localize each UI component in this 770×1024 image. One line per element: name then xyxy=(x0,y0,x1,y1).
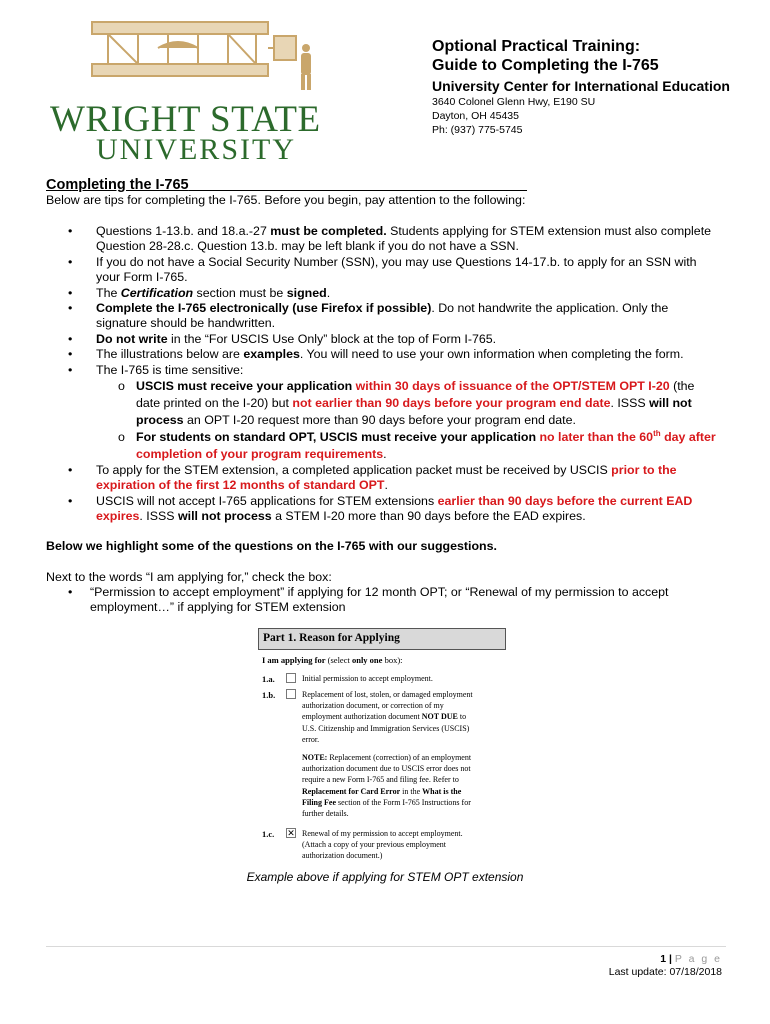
subtip-red-text: not earlier than 90 days before your program end date xyxy=(292,396,611,411)
highlight-heading: Below we highlight some of the questions on the I-765 with our suggestions. xyxy=(46,539,497,553)
tip-time-sensitive xyxy=(68,363,718,463)
note-line: require a new Form I-765 and filing fee. Refer to xyxy=(302,775,459,785)
note-line: further details. xyxy=(302,809,349,819)
option-1c-number: 1.c. xyxy=(262,829,275,839)
form-instruction xyxy=(262,655,403,665)
tips-list xyxy=(68,224,718,525)
option-1b-text: employment authorization document xyxy=(302,712,422,722)
section-title-text: Completing the I-765 xyxy=(46,177,189,193)
tip-emphasis: signed xyxy=(286,285,327,300)
subtip-text: . ISSS xyxy=(610,396,650,411)
tip-do-not-write xyxy=(68,332,718,347)
option-1b-bold: NOT DUE xyxy=(421,712,458,722)
tip-ssn xyxy=(68,255,718,286)
logo-wordmark-line2: UNIVERSITY xyxy=(96,133,296,166)
note-bold: Filing Fee xyxy=(302,797,336,807)
option-1b-line: Replacement of lost, stolen, or damaged employment xyxy=(302,690,473,699)
page-number xyxy=(660,953,722,965)
tip-emphasis: will not process xyxy=(177,509,272,524)
section-title xyxy=(46,177,634,193)
tip-text: . xyxy=(384,478,388,493)
illustration-caption: Example above if applying for STEM OPT extension xyxy=(246,870,524,884)
time-sensitive-sublist xyxy=(118,378,718,463)
option-1c-line: (Attach a copy of your previous employment xyxy=(302,840,446,850)
option-1a-label: Initial permission to accept employment. xyxy=(302,674,433,683)
option-1a-checkbox xyxy=(286,673,296,683)
address-line1: 3640 Colonel Glenn Hwy, E190 SU xyxy=(432,96,596,108)
subtip-text: USCIS must receive your application xyxy=(136,379,356,394)
note-line: authorization document due to USCIS error does not xyxy=(302,764,471,774)
tip-certification xyxy=(68,286,718,301)
subtip-text: For students on standard OPT, USCIS must receive your application xyxy=(136,430,540,445)
subtip-red-text: no later than the 60 xyxy=(539,430,654,445)
tip-text: . xyxy=(326,285,331,300)
tip-emphasis: Complete the I-765 electronically (use Firefox if possible) xyxy=(96,301,432,316)
address-line2: Dayton, OH 45435 xyxy=(432,110,519,122)
tip-text: The I-765 is time sensitive: xyxy=(96,362,244,377)
phone-number: Ph: (937) 775-5745 xyxy=(432,124,523,136)
note-text: section of the Form I-765 Instructions for xyxy=(336,797,471,807)
subtip-text: an OPT I-20 request more than 90 days before your program end date. xyxy=(183,413,576,428)
subtip-red-sup: th xyxy=(653,428,661,438)
tip-emphasis: Certification xyxy=(120,285,194,300)
standing-figure-icon xyxy=(301,44,311,90)
tip-examples xyxy=(68,347,718,362)
intro-text: Below are tips for completing the I-765. Before you begin, pay attention to the following: xyxy=(46,193,526,207)
option-1b-checkbox xyxy=(286,689,296,699)
tip-text: in the “For USCIS Use Only” block at the top of Form I-765. xyxy=(167,331,497,346)
option-1b-number: 1.b. xyxy=(262,690,276,700)
logo-wordmark-line1: WRIGHT STATE xyxy=(50,99,321,140)
option-1b-text: to xyxy=(457,712,467,722)
tip-emphasis: examples xyxy=(243,347,300,362)
wright-state-logo xyxy=(50,16,350,166)
tip-text: Questions 1-13.b. and 18.a.-27 xyxy=(96,224,271,238)
tip-stem-extension xyxy=(68,463,718,494)
form-part-header: Part 1. Reason for Applying xyxy=(258,628,506,650)
tip-emphasis: Do not write xyxy=(96,331,168,346)
form-instruction-text: (select xyxy=(325,655,352,665)
option-1b-label xyxy=(302,689,473,745)
page-number-separator: | xyxy=(666,953,675,965)
i765-part1-illustration xyxy=(258,628,508,866)
subtip-red-text: within 30 days of issuance of the OPT/STEM OPT I-20 xyxy=(355,379,670,394)
tip-electronic xyxy=(68,301,718,332)
document-header xyxy=(432,37,752,137)
option-1b-note xyxy=(302,752,471,819)
option-1c-checkbox-checked: ✕ xyxy=(287,828,295,838)
tip-red-text: earlier than 90 days before the current EAD expires xyxy=(96,493,693,524)
page-word: P a g e xyxy=(674,953,722,965)
tip-required-questions xyxy=(68,224,718,255)
last-update: Last update: 07/18/2018 xyxy=(608,966,722,978)
tip-text: If you do not have a Social Security Number (SSN), you may use Questions 14-17.b. to apply for an SSN with your Form I-765. xyxy=(96,254,697,285)
title-line1: Optional Practical Training: xyxy=(432,38,641,55)
next-list-item: • “Permission to accept employment” if applying for 12 month OPT; or “Renewal of my permission to accept employment…” if applying for STEM extension xyxy=(68,585,708,616)
option-1c-label xyxy=(302,828,463,862)
subtip-emphasis: will not process xyxy=(136,396,692,428)
next-list xyxy=(68,585,708,616)
tip-stem-not-accept xyxy=(68,494,718,525)
tip-text: . You will need to use your own information when completing the form. xyxy=(299,347,684,362)
subtip-text: . xyxy=(383,447,387,462)
option-1b-line: authorization document, or correction of my xyxy=(302,701,444,711)
option-1b-line xyxy=(302,711,473,722)
center-name: University Center for International Education xyxy=(432,78,730,94)
page-number-value: 1 xyxy=(660,953,667,965)
option-1b-line: error. xyxy=(302,734,320,744)
tip-text: a STEM I-20 more than 90 days before the EAD expires. xyxy=(271,509,586,524)
subtip-uscis-window xyxy=(118,378,718,429)
subtip-text: (the date printed on the I-20) but xyxy=(136,379,695,411)
subtip-standard-opt xyxy=(118,429,718,463)
tip-text: To apply for the STEM extension, a completed application packet must be received by USCIS xyxy=(96,463,612,478)
subtip-red-text: day after completion of your program requirements xyxy=(136,430,716,462)
option-1c-line: authorization document.) xyxy=(302,851,383,861)
form-instruction-text: box): xyxy=(382,655,403,665)
note-label: NOTE: xyxy=(302,753,328,762)
option-1c-line: Renewal of my permission to accept employment. xyxy=(302,829,463,838)
form-instruction-bold: only one xyxy=(351,655,383,665)
tip-text: The illustrations below are xyxy=(96,347,244,362)
tip-text: USCIS will not accept I-765 applications for STEM extensions xyxy=(96,493,438,508)
footer-divider xyxy=(46,946,726,947)
tip-text: Students applying for STEM extension must also complete Question 28-28.c. Question 13.b. may be left blank if you do not have a SSN. xyxy=(96,224,712,254)
note-bold: Replacement for Card Error xyxy=(302,786,401,796)
tip-text: The xyxy=(96,285,121,300)
next-instruction: Next to the words “I am applying for,” check the box: xyxy=(46,570,332,584)
wright-flyer-icon xyxy=(88,16,318,96)
tip-emphasis: must be completed. xyxy=(270,224,387,238)
title-line2: Guide to Completing the I-765 xyxy=(432,57,659,74)
note-text: Replacement (correction) of an employment xyxy=(327,753,472,762)
tip-text: . Do not handwrite the application. Only the signature should be handwritten. xyxy=(96,301,669,331)
note-text: in the xyxy=(400,786,423,796)
tip-text: . ISSS xyxy=(139,509,178,524)
form-instruction-bold: I am applying for xyxy=(262,655,326,665)
option-1b-line: U.S. Citizenship and Immigration Services (USCIS) xyxy=(302,723,470,733)
note-bold: What is the xyxy=(422,786,462,796)
option-1a-number: 1.a. xyxy=(262,674,275,684)
tip-text: section must be xyxy=(193,285,287,300)
tip-red-text: prior to the expiration of the first 12 months of standard OPT xyxy=(96,463,677,493)
